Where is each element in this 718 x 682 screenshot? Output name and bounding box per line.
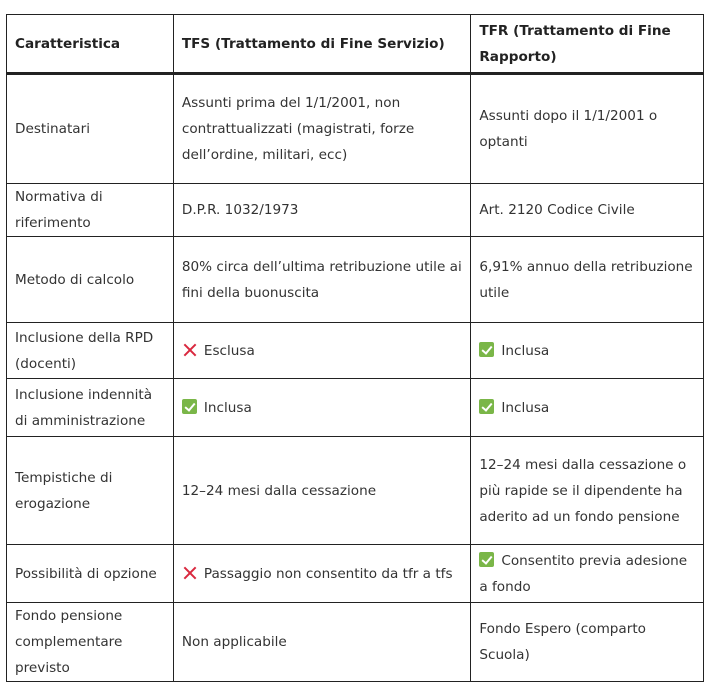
table-cell — [471, 184, 704, 237]
table-cell — [173, 184, 470, 237]
cell-text: Assunti dopo il 1/1/2001 o optanti — [479, 108, 658, 150]
cell-text: Non applicabile — [181, 634, 287, 650]
cell-text: 80% circa dell’ultima retribuzione utile ai fini della buonuscita — [181, 258, 462, 301]
table-row — [7, 74, 704, 184]
table-cell — [7, 379, 174, 437]
cell-text: Destinatari — [15, 121, 90, 137]
cell-text: D.P.R. 1032/1973 — [181, 202, 299, 218]
table-row — [7, 323, 704, 379]
cell-text: Passaggio non consentito da tfr a tfs — [203, 565, 453, 582]
cell-text: Normativa di riferimento — [15, 189, 103, 231]
table-cell — [471, 437, 704, 545]
table-row — [7, 437, 704, 545]
comparison-table — [6, 14, 704, 682]
table-cell — [173, 437, 470, 545]
cell-text: Possibilità di opzione — [15, 565, 157, 582]
table-cell — [7, 184, 174, 237]
cell-text: Art. 2120 Codice Civile — [479, 202, 635, 218]
table-cell — [7, 545, 174, 603]
table-cell — [7, 237, 174, 323]
table-cell — [173, 237, 470, 323]
table-cell — [471, 545, 704, 603]
cross-mark-icon — [182, 342, 197, 357]
cell-text: Esclusa — [203, 342, 255, 359]
cell-text: 6,91% annuo della retribuzione utile — [479, 258, 693, 301]
table-cell — [7, 437, 174, 545]
cell-text: Metodo di calcolo — [15, 271, 135, 288]
check-mark-icon — [479, 342, 494, 357]
header-caratteristica: Caratteristica — [7, 15, 174, 74]
table-cell — [173, 379, 470, 437]
cell-text: Consentito previa adesione a fondo — [479, 552, 688, 595]
table-cell — [471, 237, 704, 323]
table-cell — [173, 323, 470, 379]
cell-text: 12–24 mesi dalla cessazione o più rapide se il dipendente ha aderito ad un fondo pensione — [479, 456, 687, 525]
cell-text: Inclusione indennità di amministrazione — [15, 386, 153, 429]
table-cell — [173, 74, 470, 184]
check-mark-icon — [182, 399, 197, 414]
cell-text: Inclusa — [501, 342, 550, 359]
table-cell — [7, 603, 174, 682]
table-cell — [471, 379, 704, 437]
table-cell — [471, 74, 704, 184]
table-cell — [173, 603, 470, 682]
table-row — [7, 545, 704, 603]
table-cell — [7, 323, 174, 379]
table-cell — [7, 74, 174, 184]
table-cell — [173, 545, 470, 603]
cell-text: Fondo pensione complementare previsto — [15, 608, 123, 676]
check-mark-icon — [479, 552, 494, 567]
check-mark-icon — [479, 399, 494, 414]
table-cell — [471, 603, 704, 682]
header-row — [7, 15, 704, 74]
cell-text: Tempistiche di erogazione — [15, 469, 113, 512]
table-row — [7, 379, 704, 437]
cell-text: Fondo Espero (comparto Scuola) — [479, 621, 646, 663]
table-row — [7, 237, 704, 323]
cell-text: Inclusa — [203, 399, 252, 416]
cell-text: 12–24 mesi dalla cessazione — [181, 482, 377, 499]
cross-mark-icon — [182, 565, 197, 580]
table-row — [7, 184, 704, 237]
table-cell — [471, 323, 704, 379]
header-tfr: TFR (Trattamento di Fine Rapporto) — [471, 15, 704, 74]
cell-text: Assunti prima del 1/1/2001, non contrattualizzati (magistrati, forze dell’ordine, militari, ecc) — [181, 95, 415, 163]
cell-text: Inclusione della RPD (docenti) — [15, 329, 154, 372]
cell-text: Inclusa — [501, 399, 550, 416]
table-row — [7, 603, 704, 682]
header-tfs: TFS (Trattamento di Fine Servizio) — [173, 15, 470, 74]
